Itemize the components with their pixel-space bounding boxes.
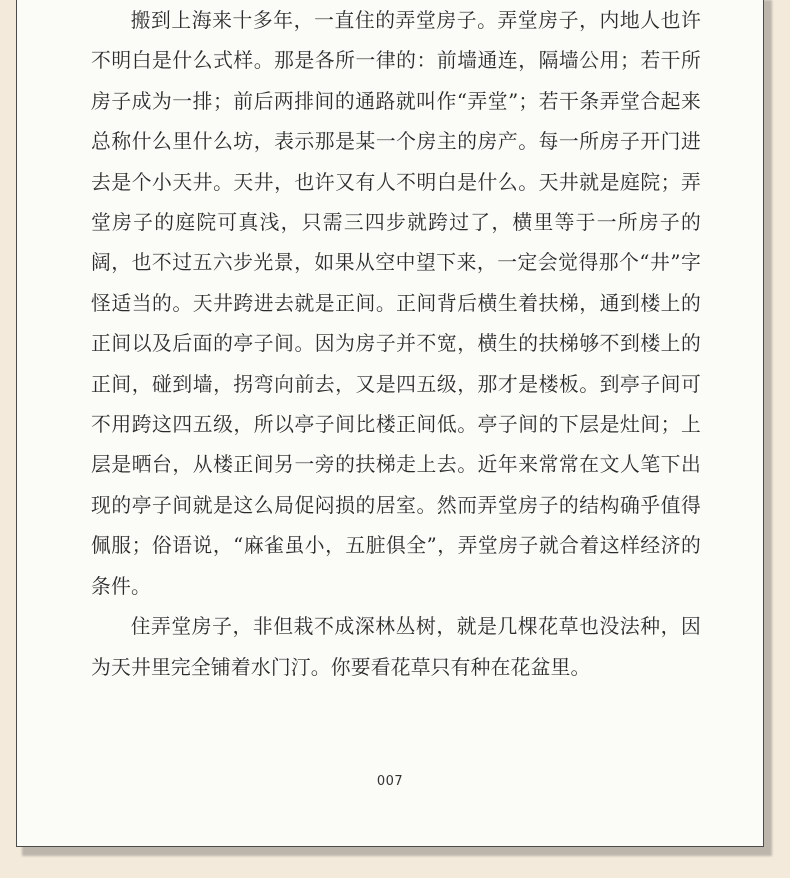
body-text (91, 1, 701, 688)
book-page (16, 0, 764, 847)
paragraph-2: 住弄堂房子，非但栽不成深林丛树，就是几棵花草也没法种，因为天井里完全铺着水门汀。你要看花草只有种在花盆里。 (91, 615, 701, 679)
page-number: 007 (376, 774, 404, 789)
paragraph-1: 搬到上海来十多年，一直住的弄堂房子。弄堂房子，内地人也许不明白是什么式样。那是各所一律的：前墙通连，隔墙公用；若干所房子成为一排；前后两排间的通路就叫作“弄堂”；若干条弄堂合起来总称什么里什么坊，表示那是某一个房主的房产。每一所房子开门进去是个小天井。天井，也许又有人不明白是什么。天井就是庭院；弄堂房子的庭院可真浅，只需三四步就跨过了，横里等于一所房子的阔，也不过五六步光景，如果从空中望下来，一定会觉得那个“井”字怪适当的。天井跨进去就是正间。正间背后横生着扶梯，通到楼上的正间以及后面的亭子间。因为房子并不宽，横生的扶梯够不到楼上的正间，碰到墙，拐弯向前去，又是四五级，那才是楼板。到亭子间可不用跨这四五级，所以亭子间比楼正间低。亭子间的下层是灶间；上层是晒台，从楼正间另一旁的扶梯走上去。近年来常常在文人笔下出现的亭子间就是这么局促闷损的居室。然而弄堂房子的结构确乎值得佩服；俗语说，“麻雀虽小，五脏俱全”，弄堂房子就合着这样经济的条件。 (91, 9, 701, 598)
